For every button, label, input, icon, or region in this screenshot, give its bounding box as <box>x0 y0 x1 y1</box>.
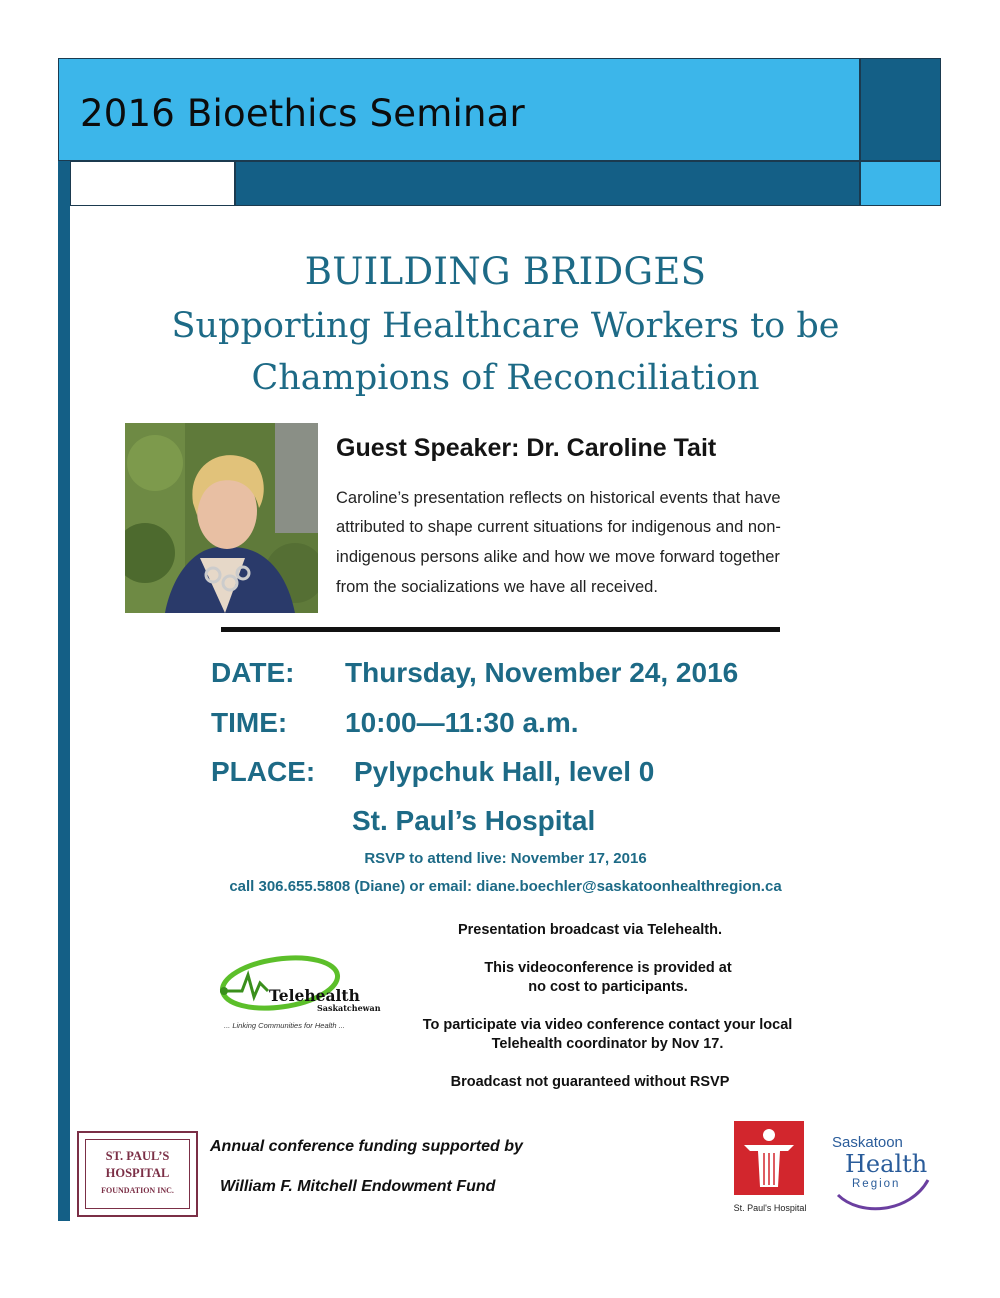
place-hospital: St. Paul’s Hospital <box>352 805 596 836</box>
speaker-photo <box>125 423 318 613</box>
speaker-description-line: attributed to shape current situations for indigenous and non- <box>336 518 781 536</box>
broadcast-note: Presentation broadcast via Telehealth. <box>457 922 723 938</box>
event-subtitle-line1: Supporting Healthcare Workers to be <box>171 306 840 346</box>
shr-logo-line: Region <box>852 1178 901 1190</box>
guest-speaker-heading: Guest Speaker: Dr. Caroline Tait <box>336 434 717 462</box>
speaker-description-line: from the socializations we have all received. <box>336 578 658 596</box>
event-title: BUILDING BRIDGES <box>304 250 707 293</box>
shr-logo-line: Saskatoon <box>832 1134 903 1151</box>
header-white-block <box>70 161 235 206</box>
broadcast-cost-line: no cost to participants. <box>528 979 688 995</box>
left-side-bar <box>58 161 70 1221</box>
foundation-logo-line: ST. PAUL’S <box>105 1149 170 1163</box>
speaker-description-line: Caroline’s presentation reflects on historical events that have <box>336 489 781 507</box>
shr-logo-line: Health <box>845 1150 928 1178</box>
divider-rule <box>221 627 780 632</box>
contact-info: call 306.655.5808 (Diane) or email: diane.boechler@saskatoonhealthregion.ca <box>229 878 782 895</box>
header-dark-bar <box>235 161 860 206</box>
speaker-description-line: indigenous persons alike and how we move forward together <box>336 548 780 566</box>
broadcast-rsvp-note: Broadcast not guaranteed without RSVP <box>450 1074 730 1090</box>
st-pauls-hospital-caption: St. Paul's Hospital <box>733 1203 807 1213</box>
header-light-block <box>860 161 941 206</box>
time-value: 10:00—11:30 a.m. <box>345 707 579 738</box>
telehealth-tagline: ... Linking Communities for Health ... <box>224 1021 345 1030</box>
foundation-logo-line: HOSPITAL <box>105 1166 170 1180</box>
broadcast-participate-line: To participate via video conference contact your local <box>422 1017 793 1033</box>
broadcast-cost-line: This videoconference is provided at <box>484 960 732 976</box>
date-value: Thursday, November 24, 2016 <box>345 657 739 688</box>
place-label: PLACE: <box>211 756 316 787</box>
telehealth-subtitle: Saskatchewan <box>317 1003 381 1013</box>
telehealth-wordmark: Telehealth <box>269 986 360 1005</box>
rsvp-deadline: RSVP to attend live: November 17, 2016 <box>364 850 647 867</box>
funding-note: Annual conference funding supported by <box>210 1138 523 1155</box>
date-label: DATE: <box>211 657 295 688</box>
funding-source: William F. Mitchell Endowment Fund <box>220 1178 496 1195</box>
event-subtitle-line2: Champions of Reconciliation <box>251 358 760 398</box>
time-label: TIME: <box>211 707 288 738</box>
seminar-title: 2016 Bioethics Seminar <box>80 92 525 135</box>
place-value: Pylypchuk Hall, level 0 <box>354 756 655 787</box>
header-accent-block <box>860 58 941 161</box>
broadcast-participate-line: Telehealth coordinator by Nov 17. <box>491 1036 724 1052</box>
foundation-logo-line: FOUNDATION INC. <box>101 1186 174 1195</box>
st-pauls-hospital-logo <box>734 1121 804 1195</box>
